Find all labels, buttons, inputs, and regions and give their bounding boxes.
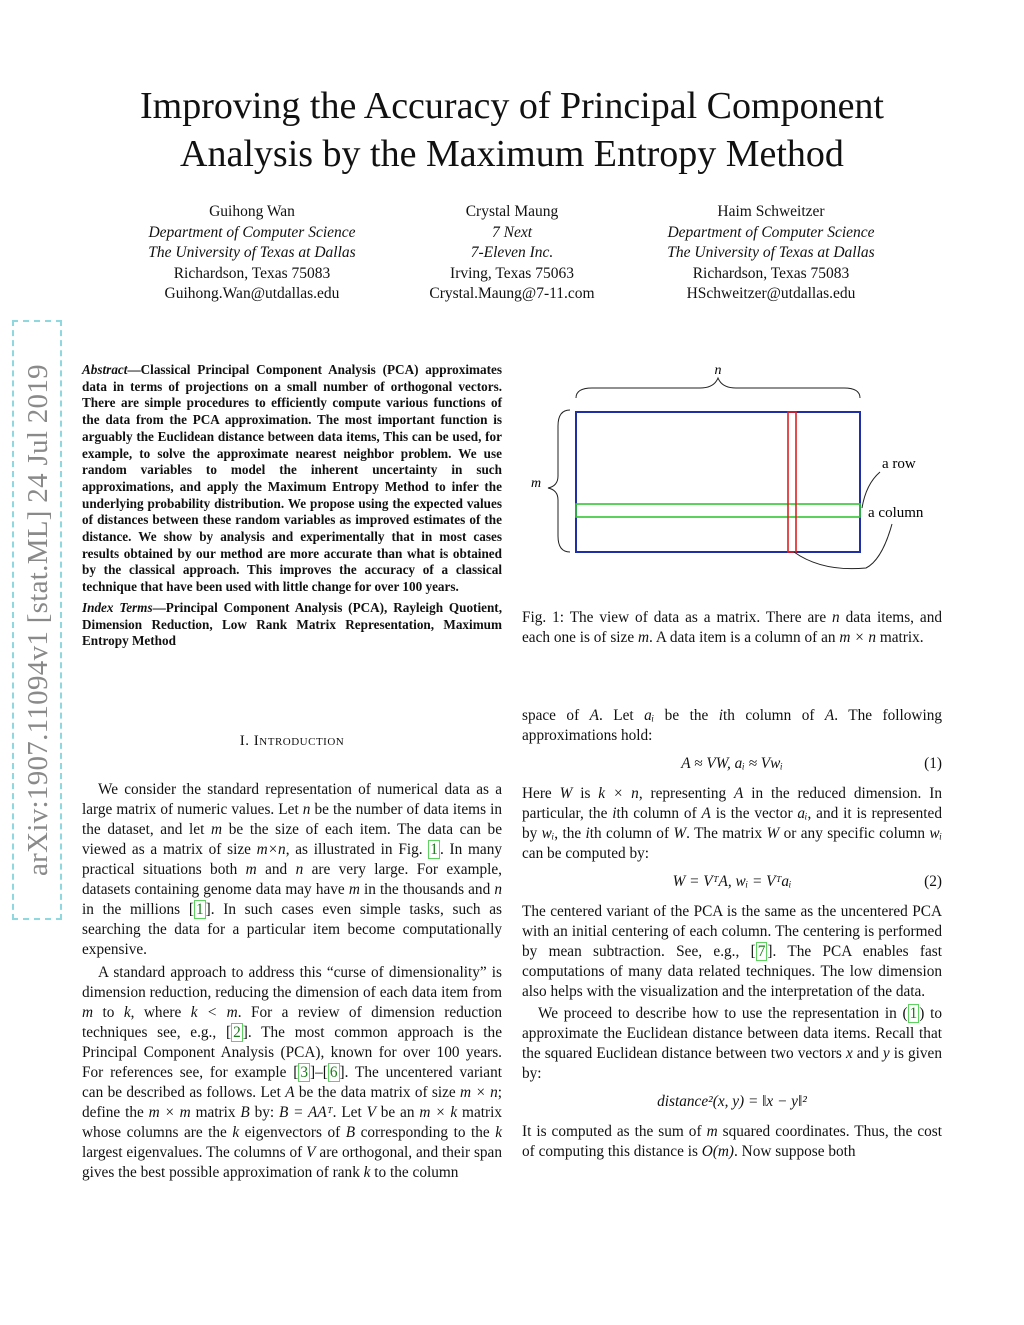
matrix-rect <box>576 412 860 552</box>
col2-paragraph-2: Here W is k × n, representing A in the reduced dimension. In particular, the ith column of A is the vector aᵢ, and it is represented by wᵢ, the ith column of W. The matrix W or any specific column wᵢ can be computed by: <box>522 785 943 862</box>
label-column: a column <box>868 505 924 521</box>
author-name: Crystal Maung <box>465 203 559 220</box>
title-line-2: Analysis by the Maximum Entropy Method <box>180 133 844 175</box>
column-highlight <box>788 412 796 552</box>
col2-paragraph-4: We proceed to describe how to use the representation in ( 1 ) to approximate the Euclidean distance between data items. Recall that the squared Euclidean distance between two vectors x and y is given by: <box>522 1005 942 1082</box>
author-city: Irving, Texas 75063 <box>450 264 574 282</box>
author-dept: Department of Computer Science <box>667 223 875 241</box>
left-brace <box>548 410 570 552</box>
equation-number: (2) <box>924 873 942 890</box>
section-heading <box>82 733 502 750</box>
index-terms-text: Principal Component Analysis (PCA), Rayleigh Quotient, Dimension Reduction, Low Rank Matrix Representation, Maximum Entropy Method <box>82 599 502 649</box>
author-block-3 <box>621 202 921 305</box>
author-name: Guihong Wan <box>209 203 295 220</box>
arxiv-stamp[interactable] <box>12 320 62 920</box>
top-brace <box>576 378 860 398</box>
row-pointer <box>862 472 880 508</box>
index-terms-label: Index Terms <box>82 599 153 615</box>
equation-1: A ≈ VW, aᵢ ≈ Vwᵢ (1) <box>681 755 942 772</box>
author-dept: Department of Computer Science <box>148 223 356 241</box>
author-org: The University of Texas at Dallas <box>667 244 875 261</box>
label-n: n <box>714 363 722 378</box>
equation-number: (1) <box>924 755 942 772</box>
author-block-2 <box>362 202 662 305</box>
matrix-diagram <box>522 360 942 590</box>
col2-paragraph-3: The centered variant of the PCA is the same as the uncentered PCA with an initial centering of each column. The centering is performed by mean subtraction. See, e.g., [ 7 ]. The PCA enables fast computations of many data related techniques. The low dimension also helps with the visualization and the interpretation of the data. <box>522 903 942 1000</box>
section-title: Introduction <box>253 733 345 749</box>
citation-link[interactable]: 3 <box>300 1064 308 1081</box>
intro-column-left <box>82 780 502 1183</box>
arxiv-id[interactable]: arXiv:1907.11094v1 [stat.ML] 24 Jul 2019 <box>12 320 62 920</box>
citation-link[interactable]: 7 <box>757 943 766 960</box>
author-block-1 <box>102 202 402 305</box>
equation-2: W = VᵀA, wᵢ = Vᵀaᵢ (2) <box>672 873 942 890</box>
intro-paragraph-2: A standard approach to address this “curse of dimensionality” is dimension reduction, reducing the dimension of each data item from m to k, where k < m. For a review of dimension reduction techniques see, e.g., [ 2 ]. The most common approach is the Principal Component Analysis (PCA), known for over 100 years. For references see, for example [ 3 ]–[ 6 ]. The uncentered variant can be described as follows. Let A be the data matrix of size m × n; define the m × m matrix B by: B = AAᵀ. Let V be an m × k matrix whose columns are the k eigenvectors of B corresponding to the k largest eigenvalues. The columns of V are orthogonal, and their span gives the best possible approximation of rank k to the column <box>82 964 503 1181</box>
figure-matrix <box>522 360 942 590</box>
author-email: Crystal.Maung@7-11.com <box>429 285 595 302</box>
author-email: HSchweitzer@utdallas.edu <box>686 285 856 302</box>
label-row: a row <box>882 456 916 472</box>
author-name: Haim Schweitzer <box>717 203 825 220</box>
label-m: m <box>530 476 542 491</box>
citation-link[interactable]: 1 <box>195 901 204 918</box>
intro-paragraph-1: We consider the standard representation of numerical data as a large matrix of numeric values. Let n be the number of data items in the dataset, and let m be the size of each item. The data can be viewed as a matrix of size m×n, as illustrated in Fig. 1 . In many practical situations both m and n are very large. For example, datasets containing genome data may have m in the thousands and n in the millions [ 1 ]. In such cases even simple tasks, such as searching the data for a particular item become computationally expensive. <box>82 781 502 958</box>
author-city: Richardson, Texas 75083 <box>692 264 850 282</box>
abstract-dash: — <box>127 362 141 377</box>
row-highlight <box>576 504 860 517</box>
citation-link[interactable]: 2 <box>233 1024 241 1041</box>
fig-ref[interactable]: 1 <box>430 841 438 858</box>
equation-ref[interactable]: 1 <box>909 1005 918 1022</box>
paper-title <box>0 82 1024 178</box>
intro-column-right <box>522 706 942 1162</box>
abstract-label: Abstract <box>82 362 128 377</box>
figure-caption: Fig. 1: The view of data as a matrix. There are n data items, and each one is of size m. A data item is a column of an m × n matrix. <box>522 609 942 646</box>
column-pointer <box>794 524 892 569</box>
title-line-1: Improving the Accuracy of Principal Component <box>140 85 884 127</box>
author-city: Richardson, Texas 75083 <box>173 264 331 282</box>
section-number: I. <box>239 733 250 749</box>
col2-paragraph-5: It is computed as the sum of m squared coordinates. Thus, the cost of computing this distance is O(m). Now suppose both <box>522 1123 943 1160</box>
col2-paragraph-1: space of A. Let aᵢ be the ith column of A. The following approximations hold: <box>522 707 943 744</box>
equation-distance: distance²(x, y) = ‖x − y‖² <box>657 1093 807 1110</box>
author-dept: 7 Next <box>491 223 533 241</box>
citation-link[interactable]: 6 <box>329 1064 338 1081</box>
author-org: 7-Eleven Inc. <box>470 244 554 261</box>
abstract: Abstract—Classical Principal Component Analysis (PCA) approximates data in terms of projections on a small number of orthogonal vectors. There are simple procedures to efficiently compute various functions of the data from the PCA approximation. The most important function is arguably the Euclidean distance between data items, This can be used, for example, to solve the approximate nearest neighbor problem. We use random variables to model the inherent uncertainty in such approximations, and apply the Maximum Entropy Method to infer the underlying probability distribution. We propose using the expected values of distances between these random variables as improved estimates of the distance. We show by analysis and experimentally that in most cases results obtained by our method are more accurate than what is obtained by the classical approach. This improves the accuracy of a classical technique that have been used with little change for over 100 years. Index Terms—Principal Component Analysis (PCA), Rayleigh Quotient, Dimension Reduction, Low Rank Matrix Representation, Maximum Entropy Method <box>82 362 502 649</box>
author-email: Guihong.Wan@utdallas.edu <box>164 285 340 302</box>
author-org: The University of Texas at Dallas <box>148 244 356 261</box>
abstract-text: Classical Principal Component Analysis (PCA) approximates data in terms of projections on a small number of orthogonal vectors. There are simple procedures to efficiently compute various functions of the data from the PCA approximation. The most important function is arguably the Euclidean distance between data items, This can be used, for example, to solve the approximate nearest neighbor problem. We use random variables to model the inherent uncertainty in such approximations, and apply the Maximum Entropy Method to infer the underlying probability distribution. We propose using the expected values of distances between these random variables as improved estimates of the distance. We show by analysis and experimentally that in most cases results obtained by our method are more accurate than what is obtained by the classical approach. This improves the accuracy of a classical technique that have been used with little change for over 100 years. <box>82 362 502 595</box>
